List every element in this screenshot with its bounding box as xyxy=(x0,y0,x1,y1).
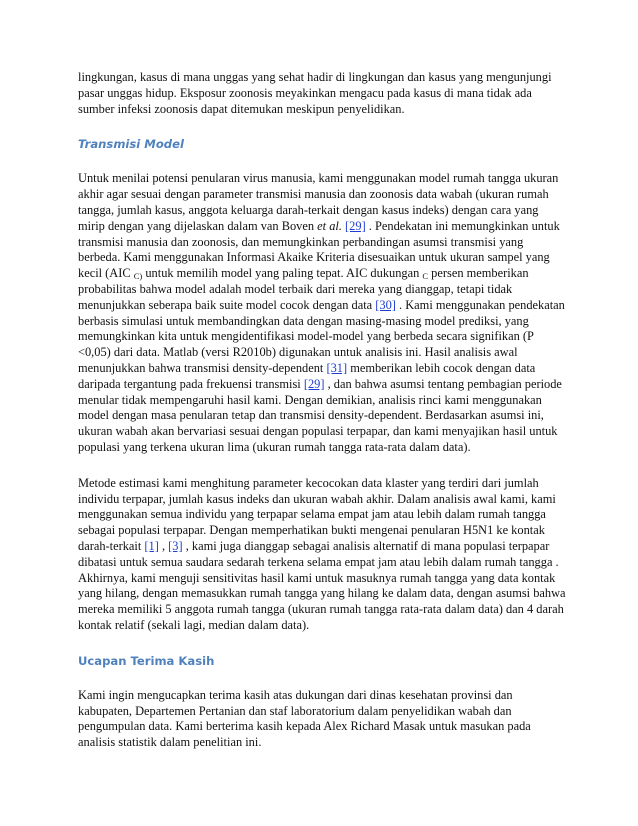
text-run: Untuk menilai potensi penularan virus manusia, kami menggunakan model rumah tangga ukuran akhir agar sesuai dengan parameter transmisi manusia dan zoonosis data wabah (ukuran rumah tangga, jumlah kasus, anggota keluarga darah-terkait dengan kasus indeks) dengan cara yang mirip dengan yang dijelaskan dalam van Boven xyxy=(78,171,559,233)
paragraph-metode-estimasi xyxy=(78,476,568,634)
text-run: memberikan lebih cocok dengan data daripada tergantung pada frekuensi transmisi xyxy=(78,360,536,391)
paragraph-transmisi-model xyxy=(78,171,568,455)
citation-link-1[interactable]: [1] xyxy=(144,538,159,553)
text-run: persen memberikan probabilitas bahwa model adalah model terbaik dari mereka yang dianggap, tetapi tidak menunjukkan seberapa baik suite model cocok dengan data xyxy=(78,266,529,312)
section-heading-transmisi-model: Transmisi Model xyxy=(78,137,184,152)
text-run: , kami juga dianggap sebagai analisis alternatif di mana populasi terpapar dibatasi untuk semua saudara sedarah terkena selama empat jam atau lebih dalam rumah tangga . Akhirnya, kami menguji sensitivitas hasil kami untuk masuknya rumah tangga yang data kontak yang hilang, dengan memasukkan rumah tangga yang hilang ke dalam data, dengan asumsi bahwa mereka memiliki 5 anggota rumah tangga (ukuran rumah tangga rata-rata dalam data) dan 4 darah kontak relatif (sekali lagi, median dalam data). xyxy=(78,538,566,632)
text-run: , dan bahwa asumsi tentang pembagian periode menular tidak mempengaruhi hasil kami. Dengan demikian, analisis rinci kami menggunakan model dengan masa penularan tetap dan transmisi density-dependent. Berdasarkan asumsi ini, ukuran wabah akan bervariasi sesuai dengan populasi terpapar, dan kami menyajikan hasil untuk populasi yang terkena ukuran lima (ukuran rumah tangga rata-rata dalam data). xyxy=(78,376,562,454)
citation-link-29b[interactable]: [29] xyxy=(303,376,325,391)
text-run: , xyxy=(158,538,169,553)
et-al-text: et al. xyxy=(317,218,342,233)
text-run: . Pendekatan ini memungkinkan untuk transmisi manusia dan zoonosis, dan memungkinkan perbandingan asumsi transmisi yang berbeda. Kami menggunakan Informasi Akaike Kriteria disesuaikan untuk ukuran sampel yang kecil (AIC xyxy=(78,218,560,281)
text-run: untuk memilih model yang paling tepat. AIC dukungan xyxy=(142,266,420,281)
subscript-c: C) xyxy=(133,271,143,282)
subscript-c: C xyxy=(422,271,429,282)
paragraph-intro: lingkungan, kasus di mana unggas yang sehat hadir di lingkungan dan kasus yang mengunjungi pasar unggas hidup. Eksposur zoonosis meyakinkan mengacu pada kasus di mana tidak ada sumber infeksi zoonosis dapat ditemukan meskipun penyelidikan. xyxy=(78,70,552,116)
citation-link-31[interactable]: [31] xyxy=(326,360,348,375)
text-run: Metode estimasi kami menghitung parameter kecocokan data klaster yang terdiri dari jumlah individu terpapar, jumlah kasus indeks dan ukuran wabah akhir. Dalam analisis awal kami, kami menggunakan semua individu yang terpapar selama empat jam atau lebih dalam rumah tangga sebagai populasi terpapar. Dengan memperhatikan bukti mengenai penularan H5N1 ke kontak darah-terkait xyxy=(78,475,556,553)
citation-link-3[interactable]: [3] xyxy=(168,538,183,553)
citation-link-29[interactable]: [29] xyxy=(345,218,366,233)
text-run: . Kami menggunakan pendekatan berbasis simulasi untuk membandingkan data dengan masing-masing model prediksi, yang memungkinkan kita untuk mengidentifikasi model-model yang berbeda secara signifikan (P <0,05) dari data. Matlab (versi R2010b) digunakan untuk analisis ini. Hasil analisis awal menunjukkan bahwa transmisi density-dependent xyxy=(78,297,565,375)
paragraph-acknowledgements: Kami ingin mengucapkan terima kasih atas dukungan dari dinas kesehatan provinsi dan kabupaten, Departemen Pertanian dan staf laboratorium dalam penyelidikan wabah dan pengumpulan data. Kami berterima kasih kepada Alex Richard Masak untuk masukan pada analisis statistik dalam penelitian ini. xyxy=(78,687,531,750)
citation-link-30[interactable]: [30] xyxy=(375,297,396,312)
section-heading-ucapan-terima-kasih: Ucapan Terima Kasih xyxy=(78,653,215,668)
